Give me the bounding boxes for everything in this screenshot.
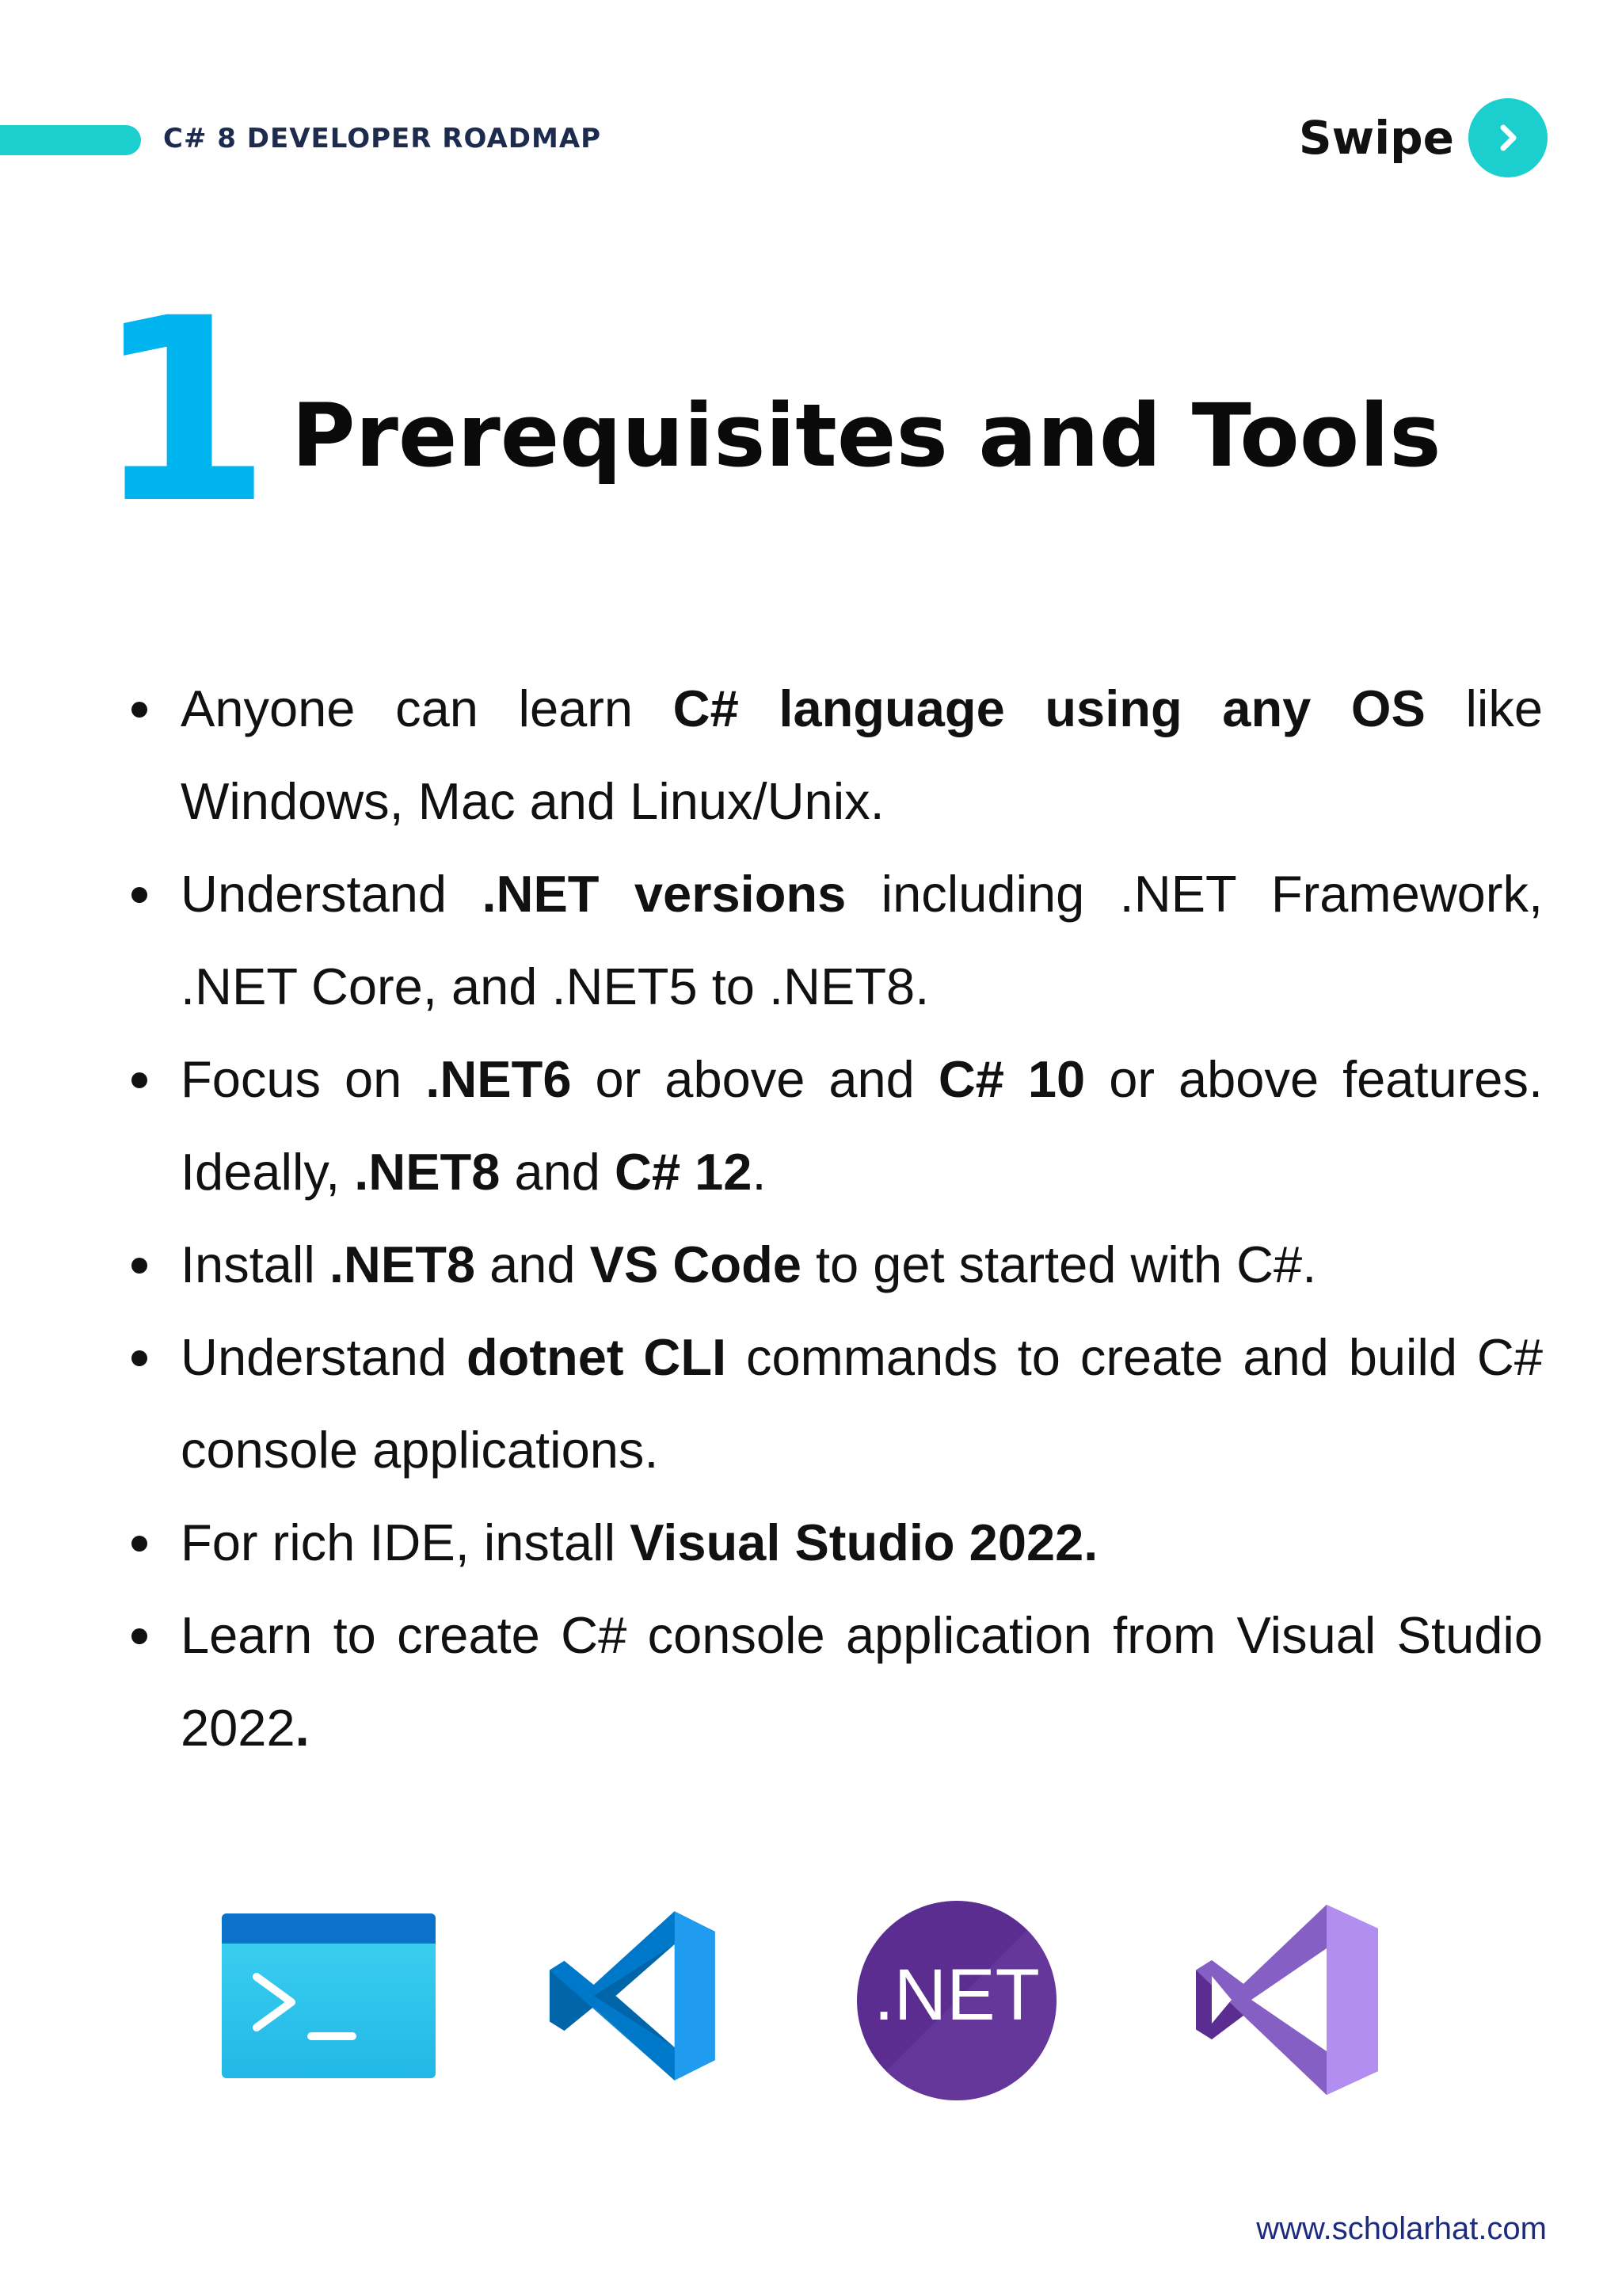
bullet-bold-text: .NET versions (482, 865, 847, 923)
bullet-text: Understand (181, 865, 482, 923)
bullet-bold-text: Visual Studio 2022. (630, 1514, 1098, 1571)
bullet-bold-text: .NET8 (354, 1143, 501, 1201)
bullet-text: including .NET Framework, .NET Core, and .NET5 to .NET8. (181, 865, 1544, 1015)
bullet-item (127, 1033, 1543, 1218)
bullet-text: Learn to create C# console application from Visual Studio 2022 (181, 1606, 1543, 1757)
swipe-control[interactable] (1299, 98, 1548, 177)
bullet-item (127, 1311, 1543, 1496)
dotnet-icon (857, 1901, 1057, 2100)
page-title: Prerequisites and Tools (291, 385, 1441, 486)
bullet-bold-text: C# language using any OS (672, 680, 1426, 737)
bullet-text: or above and (571, 1050, 939, 1108)
visual-studio-icon (1188, 1901, 1386, 2099)
bullet-text: or above features. Ideally, (181, 1050, 1544, 1201)
roadmap-title: C# 8 DEVELOPER ROADMAP (163, 123, 602, 154)
bullet-text: Understand (181, 1328, 466, 1386)
bullet-text: Install (181, 1236, 329, 1293)
bullet-text: and (500, 1143, 615, 1201)
bullet-list (127, 662, 1543, 1774)
dotnet-logo-text: .NET (874, 1955, 1040, 2035)
bullet-text: For rich IDE, install (181, 1514, 630, 1571)
swipe-button[interactable] (1468, 98, 1548, 177)
swipe-label: Swipe (1298, 111, 1454, 165)
bullet-item (127, 1218, 1543, 1311)
bullet-bold-text: . (295, 1699, 310, 1757)
vscode-icon (539, 1904, 722, 2088)
bullet-item (127, 662, 1543, 847)
bullet-text: . (752, 1143, 767, 1201)
bullet-text: like Windows, Mac and Linux/Unix. (181, 680, 1544, 830)
bullet-item (127, 1589, 1543, 1774)
accent-bar (0, 125, 141, 155)
bullet-bold-text: C# 10 (938, 1050, 1086, 1108)
chevron-right-icon (1491, 120, 1525, 155)
bullet-bold-text: VS Code (589, 1236, 801, 1293)
bullet-text: Anyone can learn (181, 680, 673, 737)
tool-logos (0, 1885, 1622, 2091)
bullet-item (127, 847, 1543, 1033)
bullet-item (127, 1496, 1543, 1589)
bullet-bold-text: .NET6 (425, 1050, 572, 1108)
bullet-text: Focus on (181, 1050, 426, 1108)
bullet-bold-text: dotnet CLI (466, 1328, 727, 1386)
bullet-text: commands to create and build C# console applications. (181, 1328, 1543, 1479)
bullet-text: to get started with C#. (801, 1236, 1317, 1293)
terminal-icon (222, 1913, 436, 2078)
bullet-bold-text: .NET8 (329, 1236, 476, 1293)
section-number: 1 (95, 265, 264, 559)
bullet-bold-text: C# 12 (614, 1143, 752, 1201)
footer-url[interactable]: www.scholarhat.com (1256, 2211, 1547, 2246)
bullet-text: and (475, 1236, 590, 1293)
